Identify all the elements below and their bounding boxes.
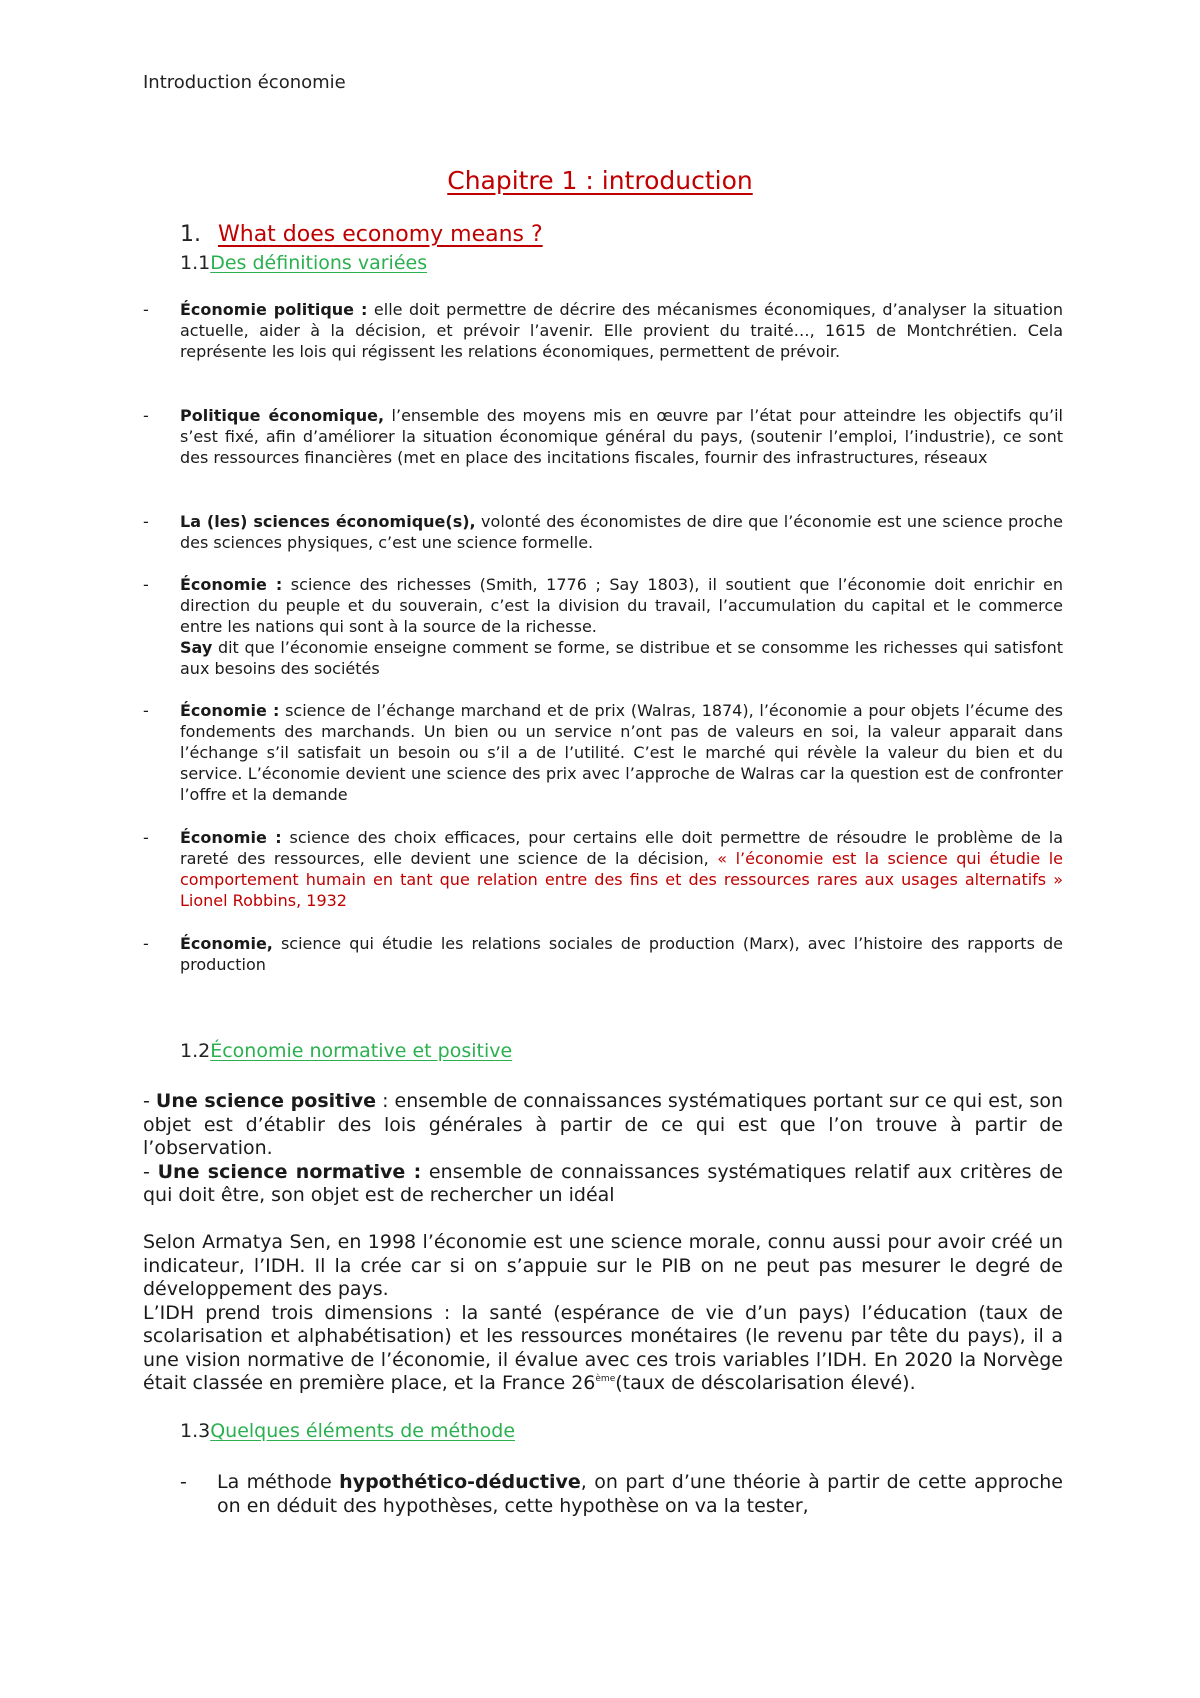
- positive-term: Une science positive: [155, 1090, 377, 1112]
- bullet-dash: -: [143, 512, 149, 531]
- definition-text: science des choix efficaces, pour certains elle doit permettre de résoudre le problème de la rareté des ressources, elle devient une science de la décision,: [180, 828, 1064, 868]
- definition-term: Économie,: [180, 934, 273, 953]
- definition-item: [143, 299, 1063, 362]
- definition-term: Économie :: [180, 828, 282, 847]
- positive-text: : ensemble de connaissances systématiques portant sur ce qui est, son objet est d’établir des lois générales à partir de ce qui est que l’on trouve à partir de l’observation.: [143, 1090, 1063, 1159]
- bullet-dash: -: [143, 828, 149, 847]
- method-item: [180, 1470, 1063, 1518]
- definition-term: Politique économique,: [180, 406, 385, 425]
- definition-term: La (les) sciences économique(s),: [180, 512, 476, 531]
- bullet-dash: -: [143, 300, 149, 319]
- section-number: 1.: [180, 222, 201, 247]
- definition-text: science des richesses (Smith, 1776 ; Say 1803), il soutient que l’économie doit enrichir en direction du peuple et du souverain, c’est la division du travail, l’accumulation du capital et le commerce entre les nations qui sont à la source de la richesse.: [180, 575, 1064, 636]
- subsection-heading-1-1: [180, 252, 427, 274]
- definition-text: l’ensemble des moyens mis en œuvre par l’état pour atteindre les objectifs qu’il s’est fixé, afin d’améliorer la situation économique général du pays, (soutenir l’emploi, l’industrie), ce sont des ressources financières (met en place des incitations fiscales, fournir des infrastructures, réseaux: [180, 406, 1064, 467]
- definition-item: [143, 933, 1063, 975]
- subsection-title: Des définitions variées: [210, 252, 428, 274]
- method-term: hypothético-déductive: [339, 1471, 581, 1493]
- normative-text: ensemble de connaissances systématiques relatif aux critères de qui doit être, son objet est de rechercher un idéal: [143, 1160, 1063, 1206]
- subsection-title: Économie normative et positive: [210, 1040, 513, 1062]
- definition-text: science qui étudie les relations sociales de production (Marx), avec l’histoire des rapports de production: [180, 934, 1063, 974]
- section-heading: [180, 222, 543, 247]
- chapter-title: Chapitre 1 : introduction: [447, 166, 753, 195]
- subsection-number: 1.1: [180, 252, 211, 274]
- definition-text: elle doit permettre de décrire des mécanismes économiques, d’analyser la situation actuelle, aider à la décision, et prévoir l’avenir. Elle provient du traité…, 1615 de Montchrétien. Cela représente les lois qui régissent les relations économiques, permettent de prévoir.: [180, 300, 1064, 361]
- subsection-heading-1-3: [180, 1420, 515, 1442]
- normative-term: Une science normative :: [157, 1160, 422, 1183]
- subsection-number: 1.3: [180, 1420, 211, 1442]
- sen-text: Selon Armatya Sen, en 1998 l’économie est une science morale, connu aussi pour avoir créé un indicateur, l’IDH. Il la crée car si on s’appuie sur le PIB on ne peut pas mesurer le degré de développement des pays.: [143, 1231, 1063, 1300]
- definition-item: [143, 511, 1063, 553]
- method-prefix: La méthode: [217, 1471, 340, 1493]
- subsection-heading-1-2: [180, 1040, 512, 1062]
- idh-text: L’IDH prend trois dimensions : la santé (espérance de vie d’un pays) l’éducation (taux de scolarisation et alphabétisation) et les ressources monétaires (le revenu par tête du pays), il a une vision normative de l’économie, il évalue avec ces trois variables l’IDH. En 2020 la Norvège était classée en première place, et la France 26: [143, 1301, 1063, 1394]
- definition-term: Économie :: [180, 575, 283, 594]
- section-title: What does economy means ?: [218, 222, 543, 247]
- sen-paragraph: [143, 1231, 1063, 1396]
- bullet-dash: -: [143, 406, 149, 425]
- definition-item: [143, 827, 1063, 911]
- running-header: Introduction économie: [143, 72, 346, 93]
- quote-author: Lionel Robbins, 1932: [180, 891, 347, 910]
- idh-superscript: ème: [595, 1374, 616, 1384]
- definition-item: [143, 700, 1063, 805]
- definition-text: dit que l’économie enseigne comment se forme, se distribue et se consomme les richesses qui satisfont aux besoins des sociétés: [180, 638, 1063, 678]
- subsection-title: Quelques éléments de méthode: [210, 1420, 516, 1442]
- definition-text: volonté des économistes de dire que l’économie est une science proche des sciences physiques, c’est une science formelle.: [180, 512, 1063, 552]
- subsection-number: 1.2: [180, 1040, 211, 1062]
- definition-item: [143, 405, 1063, 468]
- definition-term: Économie :: [180, 701, 280, 720]
- robbins-quote: « l’économie est la science qui étudie le comportement humain en tant que relation entre des fins et des ressources rares aux usages alternatifs »: [180, 849, 1064, 889]
- definition-item: [143, 574, 1063, 679]
- bullet-dash: -: [143, 575, 149, 594]
- definition-text: science de l’échange marchand et de prix (Walras, 1874), l’économie a pour objets l’écume des fondements des marchands. Un bien ou un service n’ont pas de valeurs en soi, la valeur apparait dans l’échange s’il satisfait un besoin ou s’il a de l’utilité. C’est le marché qui révèle la valeur du bien et du service. L’économie devient une science des prix avec l’approche de Walras car la question est de confronter l’offre et la demande: [180, 701, 1064, 804]
- bullet-dash: -: [143, 701, 149, 720]
- definition-term: Économie politique :: [180, 300, 368, 319]
- positive-normative-paragraph: - Une science positive : ensemble de connaissances systématiques portant sur ce qui est, son objet est d’établir des lois générales à partir de ce qui est que l’on trouve à partir de l’observation. - Une science normative : ensemble de connaissances systématiques relatif aux critères de qui doit être, son objet est de rechercher un idéal: [143, 1090, 1063, 1206]
- method-text: , on part d’une théorie à partir de cette approche on en déduit des hypothèses, cette hypothèse on va la tester,: [217, 1471, 1063, 1517]
- bullet-dash: -: [180, 1471, 187, 1493]
- idh-text-end: (taux de déscolarisation élevé).: [615, 1372, 916, 1394]
- definition-term: Say: [180, 638, 213, 657]
- bullet-dash: -: [143, 934, 149, 953]
